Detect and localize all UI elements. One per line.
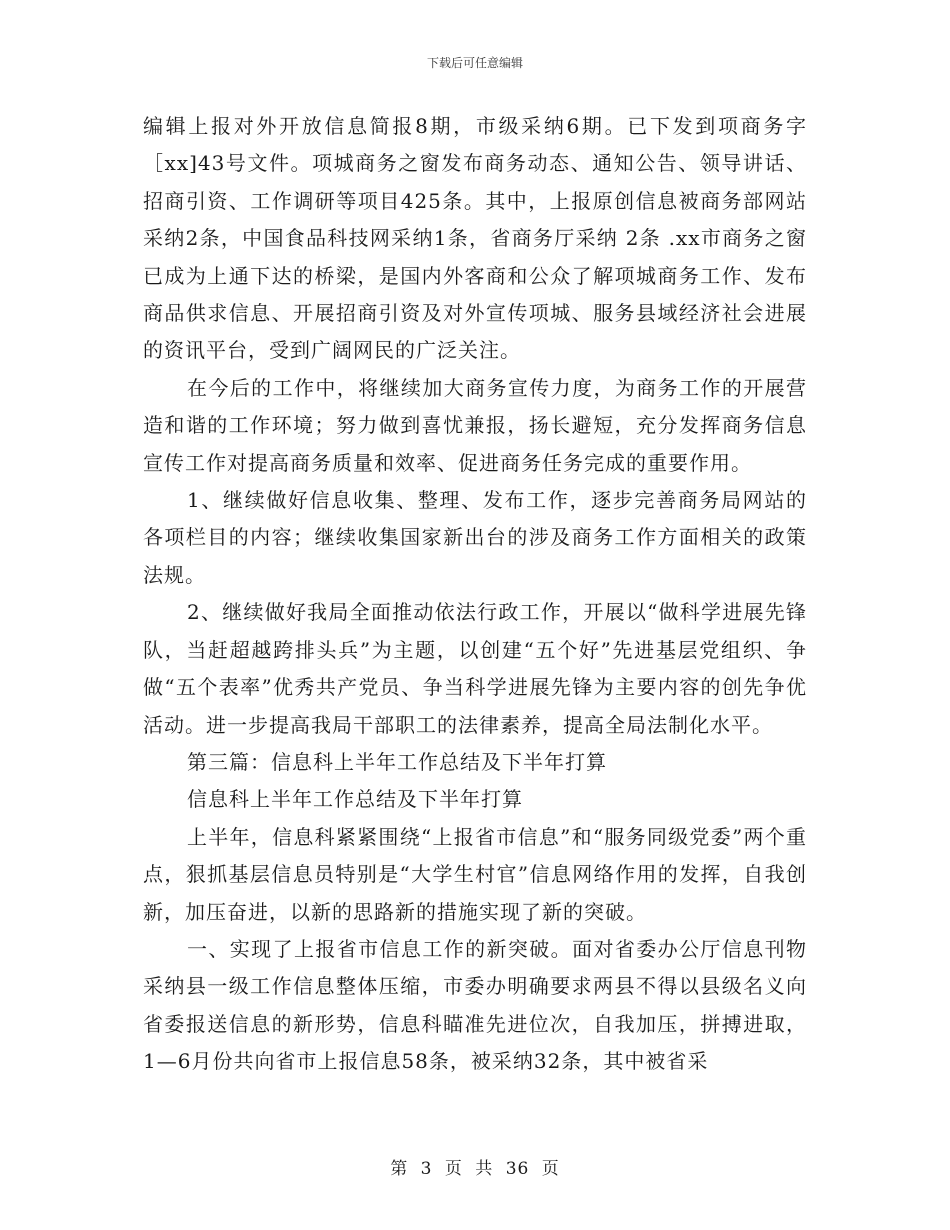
paragraph-item-2: 2、继续做好我局全面推动依法行政工作，开展以“做科学进展先锋队，当赶超越跨排头兵”为主题，以创建“五个好”先进基层党组织、争做“五个表率”优秀共产党员、争当科学进展先锋为主要内容的创先争优活动。进一步提高我局干部职工的法律素养，提高全局法制化水平。 [143,600,807,737]
section-title: 信息科上半年工作总结及下半年打算 [187,787,523,812]
paragraph-item-1: 1、继续做好信息收集、整理、发布工作，逐步完善商务局网站的各项栏目的内容；继续收集国家新出台的涉及商务工作方面相关的政策法规。 [143,488,807,587]
page-footer: 第 3 页 共 36 页 [390,1159,560,1179]
section-heading: 第三篇：信息科上半年工作总结及下半年打算 [187,749,607,774]
paragraph-breakthrough: 一、实现了上报省市信息工作的新突破。面对省委办公厅信息刊物采纳县一级工作信息整体压缩，市委办明确要求两县不得以县级名义向省委报送信息的新形势，信息科瞄准先进位次，自我加压，拼搏进取，1—6月份共向省市上报信息58条，被采纳32条，其中被省采 [143,936,807,1074]
paragraph-future-work: 在今后的工作中，将继续加大商务宣传力度，为商务工作的开展营造和谐的工作环境；努力做到喜忧兼报，扬长避短，充分发挥商务信息宣传工作对提高商务质量和效率、促进商务任务完成的重要作用。 [143,375,807,475]
document-body [143,108,807,1081]
paragraph-summary-intro: 上半年，信息科紧紧围绕“上报省市信息”和“服务同级党委”两个重点，狠抓基层信息员特别是“大学生村官”信息网络作用的发挥，自我创新，加压奋进，以新的思路新的措施实现了新的突破。 [143,824,807,924]
page-header: 下载后可任意编辑 [426,56,523,70]
paragraph-continuation: 编辑上报对外开放信息简报8期，市级采纳6期。已下发到项商务字［xx]43号文件。项城商务之窗发布商务动态、通知公告、领导讲话、招商引资、工作调研等项目425条。其中，上报原创信息被商务部网站采纳2条，中国食品科技网采纳1条，省商务厅采纳 2条 .xx市商务之窗已成为上通下达的桥梁，是国内外客商和公众了解项城商务工作、发布商品供求信息、开展招商引资及对外宣传项城、服务县域经济社会进展的资讯平台，受到广阔网民的广泛关注。 [143,114,807,363]
